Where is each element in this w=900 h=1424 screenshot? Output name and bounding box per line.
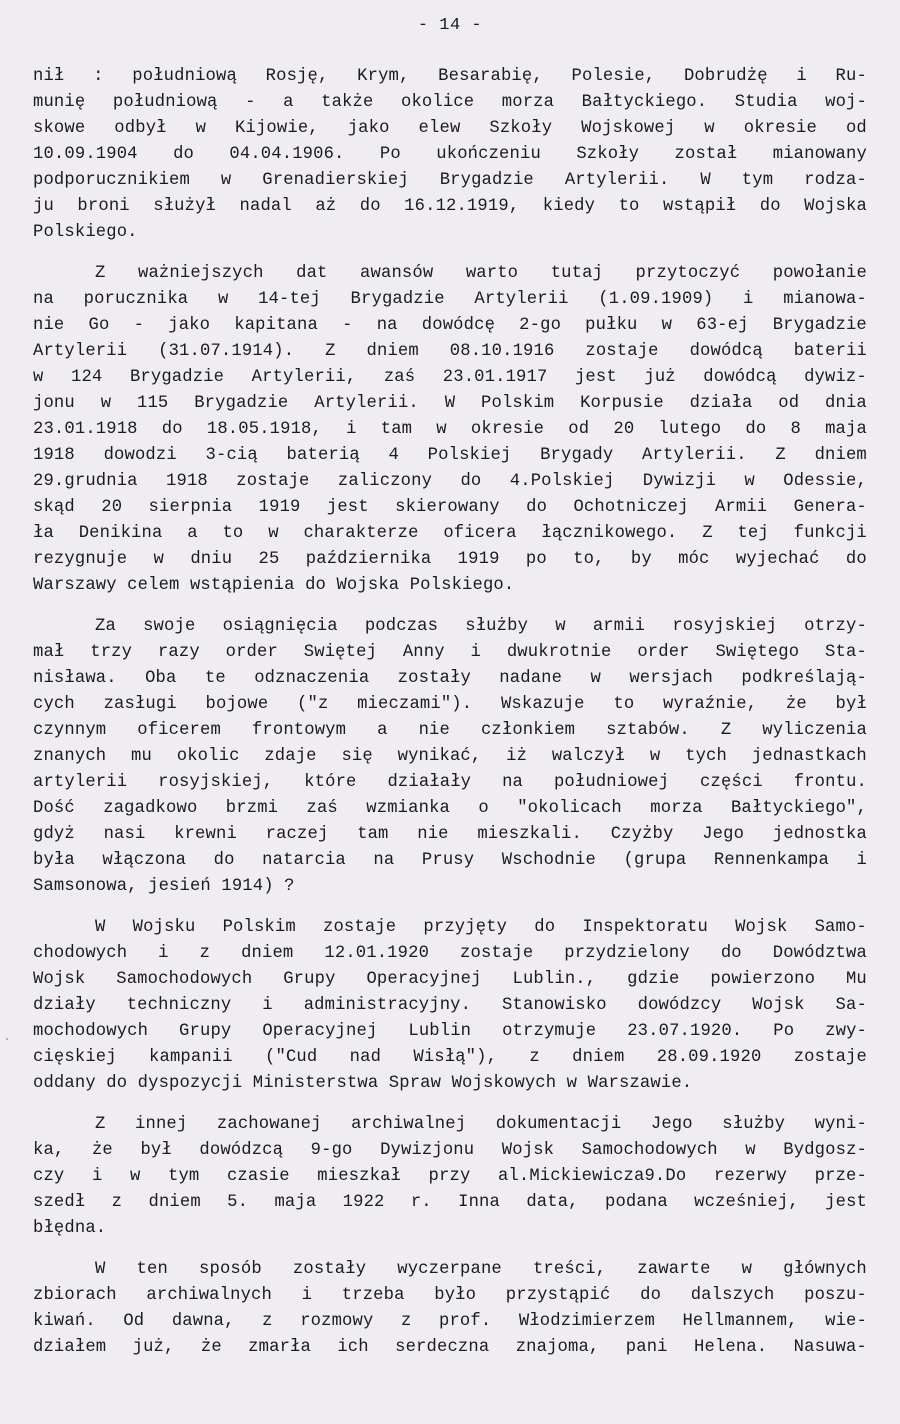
text-line: ju broni służył nadal aż do 16.12.1919, kiedy to wstąpił do Wojska <box>33 197 867 216</box>
text-line: oddany do dyspozycji Ministerstwa Spraw Wojskowych w Warszawie. <box>33 1074 693 1093</box>
paragraph <box>33 1112 867 1242</box>
text-line: W Wojsku Polskim zostaje przyjęty do Inspektoratu Wojsk Samo- <box>95 918 867 937</box>
paragraph <box>33 915 867 1097</box>
scan-speck <box>6 1038 8 1040</box>
text-line: chodowych i z dniem 12.01.1920 zostaje przydzielony do Dowództwa <box>33 944 867 963</box>
text-line: 23.01.1918 do 18.05.1918, i tam w okresie od 20 lutego do 8 maja <box>33 420 867 439</box>
text-line: munię południową - a także okolice morza Bałtyckiego. Studia woj- <box>33 93 867 112</box>
text-line: w 124 Brygadzie Artylerii, zaś 23.01.1917 jest już dowódcą dywiz- <box>33 368 867 387</box>
paragraph <box>33 1257 867 1361</box>
text-line: 10.09.1904 do 04.04.1906. Po ukończeniu Szkoły został mianowany <box>33 145 867 164</box>
text-line: mał trzy razy order Swiętej Anny i dwukrotnie order Swiętego Sta- <box>33 643 867 662</box>
text-line: skąd 20 sierpnia 1919 jest skierowany do Ochotniczej Armii Genera- <box>33 498 867 517</box>
text-line: Polskiego. <box>33 223 138 242</box>
text-line: jonu w 115 Brygadzie Artylerii. W Polskim Korpusie działa od dnia <box>33 394 867 413</box>
text-line: rezygnuje w dniu 25 października 1919 po to, by móc wyjechać do <box>33 550 867 569</box>
text-line: była włączona do natarcia na Prusy Wschodnie (grupa Rennenkampa i <box>33 851 867 870</box>
paragraph <box>33 614 867 900</box>
text-line: skowe odbył w Kijowie, jako elew Szkoły Wojskowej w okresie od <box>33 119 867 138</box>
text-line: Wojsk Samochodowych Grupy Operacyjnej Lublin., gdzie powierzono Mu <box>33 970 867 989</box>
text-line: zbiorach archiwalnych i trzeba było przystąpić do dalszych poszu- <box>33 1286 867 1305</box>
text-line: Z innej zachowanej archiwalnej dokumentacji Jego służby wyni- <box>95 1115 867 1134</box>
text-line: gdyż nasi krewni raczej tam nie mieszkali. Czyżby Jego jednostka <box>33 825 867 844</box>
text-line: błędna. <box>33 1219 107 1238</box>
page-number: - 14 - <box>417 16 483 35</box>
text-line: W ten sposób zostały wyczerpane treści, zawarte w głównych <box>95 1260 867 1279</box>
text-line: Samsonowa, jesień 1914) ? <box>33 877 295 896</box>
text-line: nisława. Oba te odznaczenia zostały nadane w wersjach podkreślają- <box>33 669 867 688</box>
text-line: Dość zagadkowo brzmi zaś wzmianka o "okolicach morza Bałtyckiego", <box>33 799 867 818</box>
text-line: znanych mu okolic zdaje się wynikać, iż walczył w tych jednastkach <box>33 747 867 766</box>
text-line: Za swoje osiągnięcia podczas służby w armii rosyjskiej otrzy- <box>95 617 867 636</box>
paragraph <box>33 64 867 246</box>
text-line: nie Go - jako kapitana - na dowódcę 2-go pułku w 63-ej Brygadzie <box>33 316 867 335</box>
document-body <box>33 64 867 1361</box>
paragraph <box>33 261 867 599</box>
text-line: czynnym oficerem frontowym a nie członkiem sztabów. Z wyliczenia <box>33 721 867 740</box>
text-line: Z ważniejszych dat awansów warto tutaj przytoczyć powołanie <box>95 264 867 283</box>
text-line: 29.grudnia 1918 zostaje zaliczony do 4.Polskiej Dywizji w Odessie, <box>33 472 867 491</box>
text-line: cych zasługi bojowe ("z mieczami"). Wskazuje to wyraźnie, że był <box>33 695 867 714</box>
text-line: mochodowych Grupy Operacyjnej Lublin otrzymuje 23.07.1920. Po zwy- <box>33 1022 867 1041</box>
text-line: na porucznika w 14-tej Brygadzie Artylerii (1.09.1909) i mianowa- <box>33 290 867 309</box>
text-line: ka, że był dowódzcą 9-go Dywizjonu Wojsk Samochodowych w Bydgosz- <box>33 1141 867 1160</box>
text-line: podporucznikiem w Grenadierskiej Brygadzie Artylerii. W tym rodza- <box>33 171 867 190</box>
text-line: działem już, że zmarła ich serdeczna znajoma, pani Helena. Nasuwa- <box>33 1338 867 1357</box>
text-line: działy techniczny i administracyjny. Stanowisko dowódzcy Wojsk Sa- <box>33 996 867 1015</box>
text-line: nił : południową Rosję, Krym, Besarabię, Polesie, Dobrudżę i Ru- <box>33 67 867 86</box>
text-line: Warszawy celem wstąpienia do Wojska Polskiego. <box>33 576 515 595</box>
text-line: kiwań. Od dawna, z rozmowy z prof. Włodzimierzem Hellmannem, wie- <box>33 1312 867 1331</box>
text-line: ła Denikina a to w charakterze oficera łącznikowego. Z tej funkcji <box>33 524 867 543</box>
text-line: 1918 dowodzi 3-cią baterią 4 Polskiej Brygady Artylerii. Z dniem <box>33 446 867 465</box>
text-line: czy i w tym czasie mieszkał przy al.Mickiewicza9.Do rezerwy prze- <box>33 1167 867 1186</box>
text-line: Artylerii (31.07.1914). Z dniem 08.10.1916 zostaje dowódcą baterii <box>33 342 867 361</box>
text-line: artylerii rosyjskiej, które działały na południowej części frontu. <box>33 773 867 792</box>
text-line: cięskiej kampanii ("Cud nad Wisłą"), z dniem 28.09.1920 zostaje <box>33 1048 867 1067</box>
text-line: szedł z dniem 5. maja 1922 r. Inna data, podana wcześniej, jest <box>33 1193 867 1212</box>
